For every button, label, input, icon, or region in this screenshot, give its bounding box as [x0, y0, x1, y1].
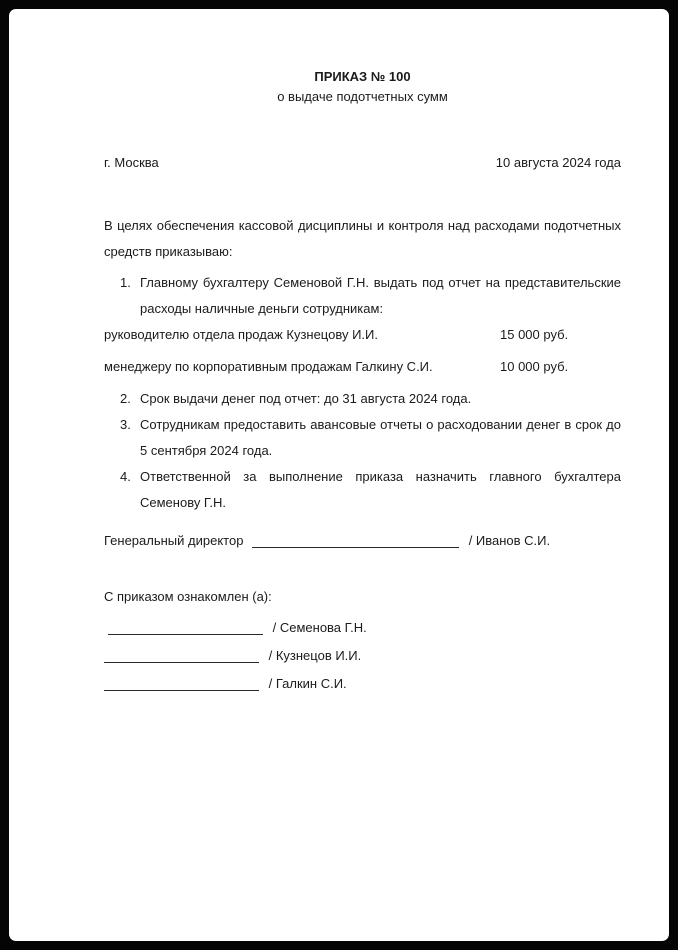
signer-1-name: / Семенова Г.Н. [272, 620, 367, 635]
signer-2-name: / Кузнецов И.И. [268, 648, 362, 663]
order-list-part1 [104, 270, 621, 322]
signature-row-3 [104, 675, 621, 693]
payee-1-label: руководителю отдела продаж Кузнецову И.И. [104, 327, 378, 342]
order-item-3-text: Сотрудникам предоставить авансовые отчеты о расходовании денег в срок до 5 сентября 2024 года. [140, 417, 621, 458]
payee-2-label: менеджеру по корпоративным продажам Галкину С.И. [104, 359, 433, 374]
document-page [9, 9, 669, 941]
meta-row [104, 154, 621, 172]
order-item-2-number: 2. [120, 391, 131, 406]
document-title: ПРИКАЗ № 100 [314, 69, 411, 84]
payee-row-2 [104, 358, 621, 376]
order-item-1 [104, 270, 621, 322]
signature-row-1 [104, 619, 621, 637]
payee-2-amount: 10 000 руб. [500, 359, 569, 374]
director-signature-line [252, 535, 459, 548]
document-subtitle: о выдаче подотчетных сумм [277, 89, 448, 104]
signature-line-3 [104, 678, 259, 691]
signature-line-2 [104, 650, 259, 663]
order-list-part2 [104, 386, 621, 516]
order-item-2-text: Срок выдачи денег под отчет: до 31 августа 2024 года. [140, 391, 472, 406]
director-label: Генеральный директор [104, 533, 244, 548]
signature-row-2 [104, 647, 621, 665]
director-name: / Иванов С.И. [468, 533, 551, 548]
document-city: г. Москва [104, 155, 159, 170]
order-item-1-number: 1. [120, 275, 131, 290]
signer-3-name: / Галкин С.И. [268, 676, 347, 691]
order-item-2 [104, 386, 621, 412]
payee-row-1 [104, 326, 621, 344]
signature-line-1 [108, 622, 263, 635]
order-item-3-number: 3. [120, 417, 131, 432]
intro-paragraph: В целях обеспечения кассовой дисциплины и контроля над расходами подотчетных средств приказываю: [104, 218, 621, 259]
order-item-1-text: Главному бухгалтеру Семеновой Г.Н. выдать под отчет на представительские расходы наличные деньги сотрудникам: [140, 275, 621, 316]
acknowledgement-label: С приказом ознакомлен (а): [104, 589, 272, 604]
director-signature-row [104, 532, 621, 550]
payee-1-amount: 15 000 руб. [500, 327, 569, 342]
order-item-3 [104, 412, 621, 464]
order-item-4-text: Ответственной за выполнение приказа назначить главного бухгалтера Семенову Г.Н. [140, 469, 621, 510]
order-item-4 [104, 464, 621, 516]
order-item-4-number: 4. [120, 469, 131, 484]
document-date: 10 августа 2024 года [495, 155, 621, 170]
